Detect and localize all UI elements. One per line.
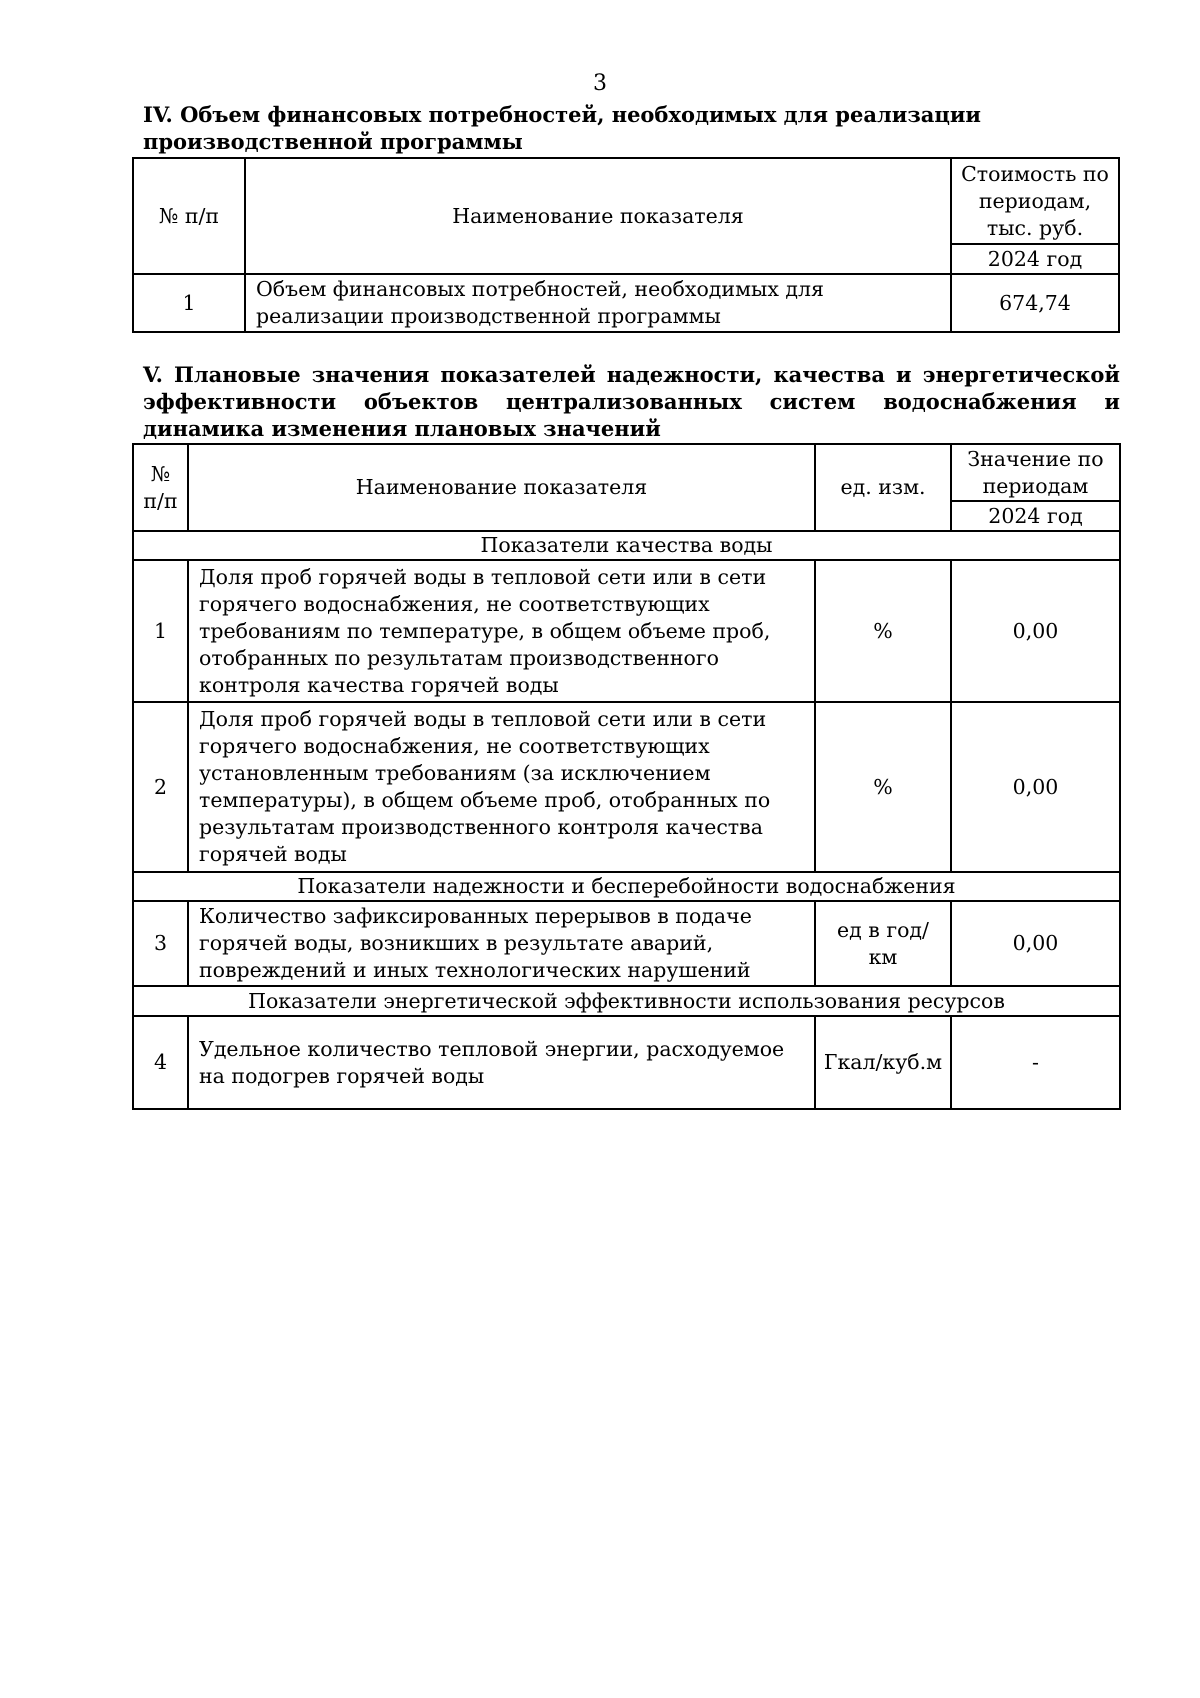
row-name: Объем финансовых потребностей, необходимых для реализации производственной программы [245,274,951,332]
row-value: 674,74 [951,274,1119,332]
group-title: Показатели качества воды [133,531,1120,560]
row-value: 0,00 [951,702,1120,872]
column-header-num: № п/п [133,444,188,531]
column-header-value: Значение по периодам [951,444,1120,501]
section-iv-heading: IV. Объем финансовых потребностей, необходимых для реализации производственной программы [143,102,982,154]
group-row [133,986,1120,1016]
row-num: 3 [133,901,188,986]
group-row [133,872,1120,901]
indicators-table [132,443,1121,1110]
row-unit: Гкал/куб.м [815,1016,951,1109]
row-unit: % [815,702,951,872]
column-header-year: 2024 год [951,244,1119,274]
row-name: Удельное количество тепловой энергии, расходуемое на подогрев горячей воды [188,1016,815,1109]
group-title: Показатели надежности и бесперебойности водоснабжения [133,872,1120,901]
row-num: 4 [133,1016,188,1109]
row-num: 1 [133,274,245,332]
column-header-name: Наименование показателя [245,158,951,274]
column-header-unit: ед. изм. [815,444,951,531]
row-name: Доля проб горячей воды в тепловой сети или в сети горячего водоснабжения, не соответствующих установленным требованиям (за исключением температуры), в общем объеме проб, отобранных по результатам производственного контроля качества горячей воды [188,702,815,872]
group-row [133,531,1120,560]
row-value: 0,00 [951,560,1120,702]
column-header-num: № п/п [133,158,245,274]
table-row [133,702,1120,872]
column-header-year: 2024 год [951,501,1120,531]
table-row [133,901,1120,986]
table-row [133,560,1120,702]
row-unit: % [815,560,951,702]
column-header-cost: Стоимость по периодам, тыс. руб. [951,158,1119,244]
row-value: - [951,1016,1120,1109]
table-row [133,274,1119,332]
group-title: Показатели энергетической эффективности использования ресурсов [133,986,1120,1016]
table-row [133,1016,1120,1109]
row-value: 0,00 [951,901,1120,986]
row-unit: ед в год/ км [815,901,951,986]
page-number: 3 [593,71,607,96]
column-header-name: Наименование показателя [188,444,815,531]
row-num: 1 [133,560,188,702]
row-num: 2 [133,702,188,872]
row-name: Доля проб горячей воды в тепловой сети или в сети горячего водоснабжения, не соответствующих требованиям по температуре, в общем объеме проб, отобранных по результатам производственного контроля качества горячей воды [188,560,815,702]
row-name: Количество зафиксированных перерывов в подаче горячей воды, возникших в результате аварий, повреждений и иных технологических нарушений [188,901,815,986]
section-v-heading: V. Плановые значения показателей надежности, качества и энергетической эффективности объектов централизованных систем водоснабжения и динамика изменения плановых значений [143,362,1120,441]
financial-needs-table [132,157,1120,333]
